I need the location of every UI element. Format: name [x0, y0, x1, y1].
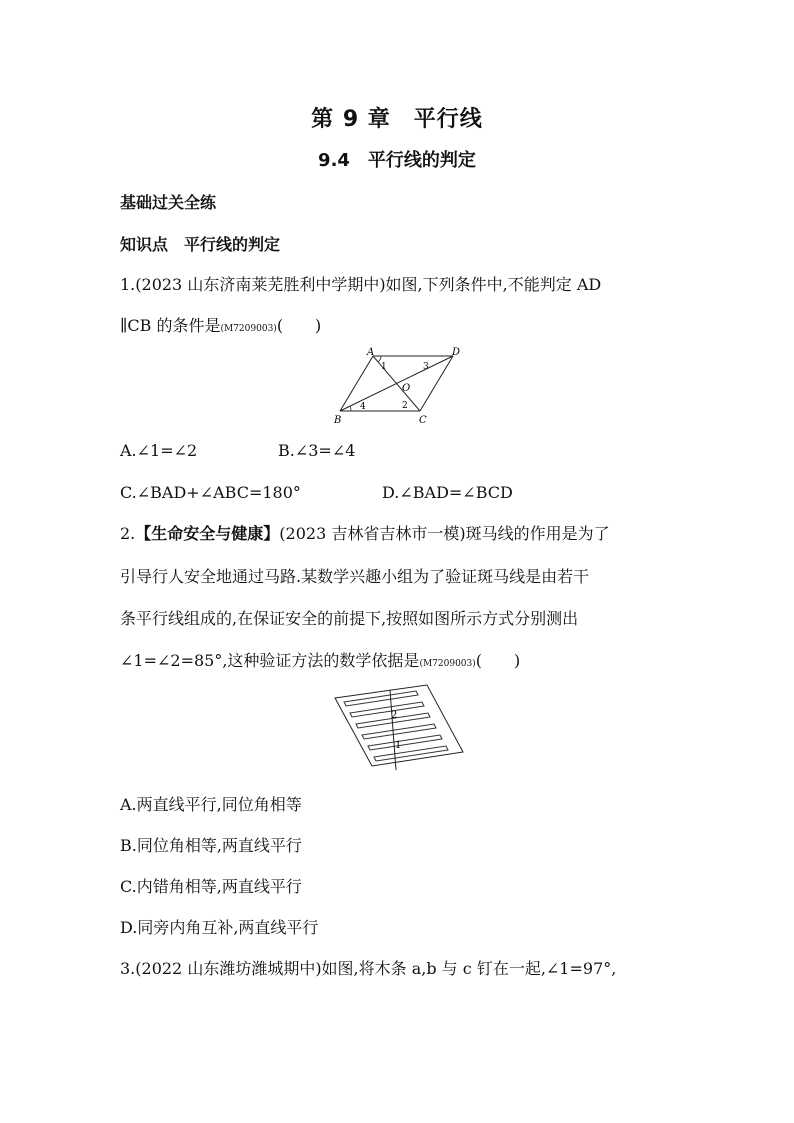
- q2-line1-text: (2023 吉林省吉林市一模)斑马线的作用是为了: [279, 524, 610, 543]
- q1-paren: ( ): [276, 316, 322, 335]
- q2-tag: 【生命安全与健康】: [135, 524, 280, 543]
- q1-parallelogram-figure: [328, 346, 468, 426]
- q1-angle-label-2: 2: [402, 401, 408, 411]
- q2-option-a: A.两直线平行,同位角相等: [120, 795, 302, 814]
- q1-code: (M7209003): [220, 324, 277, 334]
- q2-line4: [120, 651, 520, 674]
- q1-label-D: D: [452, 347, 461, 358]
- heading-knowledge-point: 知识点 平行线的判定: [120, 235, 281, 254]
- q1-line1: 1.(2023 山东济南莱芜胜利中学期中)如图,下列条件中,不能判定 AD: [120, 275, 602, 294]
- q2-line1: [120, 524, 610, 544]
- q2-angle-label-2: 2: [391, 710, 398, 721]
- q1-label-A: A: [367, 347, 375, 358]
- q2-zebra-crossing-figure: [330, 682, 468, 772]
- q1-label-C: C: [419, 415, 427, 426]
- q2-code: (M7209003): [419, 659, 476, 669]
- q2-line3: 条平行线组成的,在保证安全的前提下,按照如图所示方式分别测出: [120, 609, 579, 628]
- q2-option-c: C.内错角相等,两直线平行: [120, 877, 302, 896]
- q1-label-O: O: [402, 383, 411, 394]
- q2-number: 2.: [120, 524, 136, 543]
- q1-option-d: D.∠BAD=∠BCD: [382, 483, 513, 502]
- q1-label-B: B: [334, 415, 342, 426]
- q1-line2: [120, 316, 321, 339]
- chapter-title: 第 9 章 平行线: [311, 107, 483, 132]
- q2-option-b: B.同位角相等,两直线平行: [120, 836, 302, 855]
- q1-line2-text: ∥CB 的条件是: [120, 316, 221, 335]
- q1-option-a: A.∠1=∠2: [120, 441, 198, 460]
- q1-angle-label-4: 4: [360, 402, 366, 412]
- q2-line2: 引导行人安全地通过马路.某数学兴趣小组为了验证斑马线是由若干: [120, 567, 590, 586]
- q1-option-c: C.∠BAD+∠ABC=180°: [120, 483, 301, 502]
- q2-angle-label-1: 1: [395, 740, 402, 751]
- q1-angle-label-3: 3: [423, 362, 429, 372]
- q1-angle-label-1: 1: [381, 362, 387, 372]
- q3-line1: 3.(2022 山东潍坊潍城期中)如图,将木条 a,b 与 c 钉在一起,∠1=97°,: [120, 959, 617, 978]
- q2-option-d: D.同旁内角互补,两直线平行: [120, 918, 319, 937]
- q2-line4-text: ∠1=∠2=85°,这种验证方法的数学依据是: [120, 651, 420, 670]
- q1-angle-arc-4: [350, 406, 351, 411]
- section-title: 9.4 平行线的判定: [318, 150, 476, 171]
- q2-paren: ( ): [475, 651, 521, 670]
- heading-basic-practice: 基础过关全练: [120, 193, 217, 212]
- q1-option-b: B.∠3=∠4: [278, 441, 356, 460]
